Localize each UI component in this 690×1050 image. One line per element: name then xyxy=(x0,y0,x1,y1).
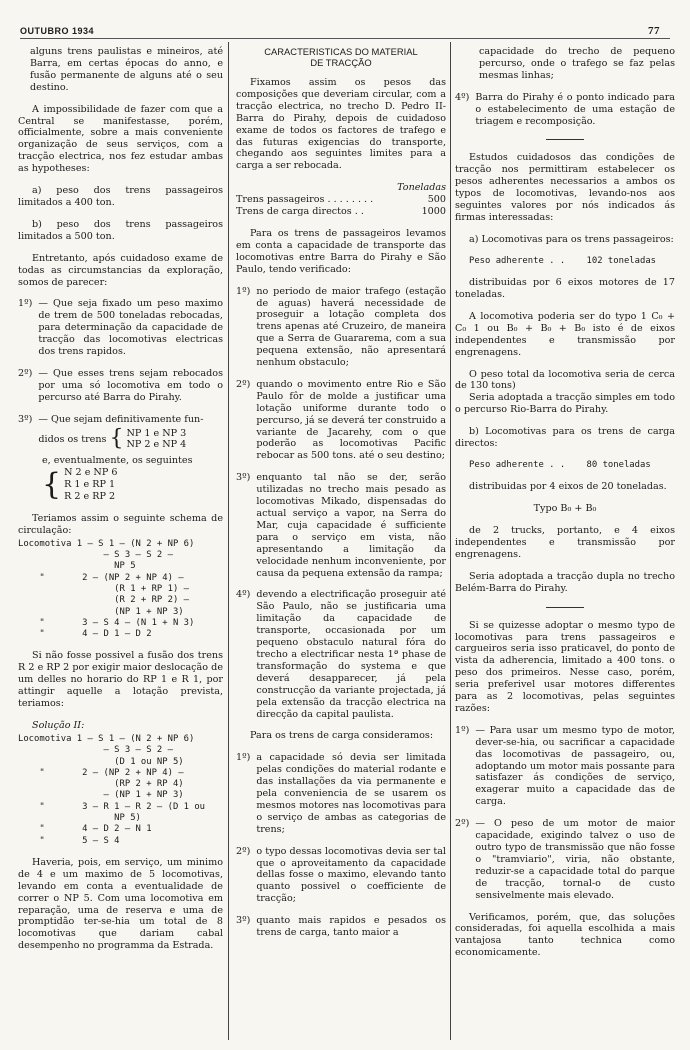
column-right xyxy=(455,46,675,1042)
item-line: — Que sejam definitivamente fun- xyxy=(38,413,204,425)
paragraph: Teriamos assim o seguinte schema de circulação: xyxy=(18,513,223,536)
section-label: Solução II: xyxy=(32,720,85,732)
list-item xyxy=(236,846,446,906)
item-number: 1º) xyxy=(455,724,470,736)
list-item xyxy=(236,472,446,579)
subheading-b: b) Locomotivas para os trens de carga directos: xyxy=(455,426,675,450)
table-value: 500 xyxy=(427,194,446,206)
paragraph: Seria adoptada a tracção dupla no trecho Belém-Barra do Pirahy. xyxy=(455,570,675,594)
item-text: quanto mais rapidos e pesados os trens de carga, tanto maior a xyxy=(256,915,446,939)
paragraph: alguns trens paulistas e mineiros, até Barra, em certas épocas do anno, e fusão permanente de alguns até o seu destino. xyxy=(30,46,223,93)
list-item xyxy=(18,368,223,404)
item-text: a capacidade só devia ser limitada pelas condições do material rodante e das installações da via permanente e pela conveniencia de se usarem os mesmos motores nas locomotivas para o serviço de ambas as categorias de trens; xyxy=(256,752,446,835)
item-number: 2º) xyxy=(18,367,33,379)
table-label: Trens de carga directos . . xyxy=(236,206,364,218)
paragraph: A impossibilidade de fazer com que a Central se manifestasse, porém, officialmente, sobre a mais conveniente organização de seus serviços, com a tracção electrica, nos fez estudar ambas as hypotheses: xyxy=(18,103,223,175)
brace-lines xyxy=(126,428,186,452)
paragraph: Verificamos, porém, que, das soluções consideradas, foi aquella escolhida a mais vantajosa tanto technica como economicamente. xyxy=(455,911,675,959)
list-item xyxy=(455,818,675,901)
brace-group xyxy=(42,467,223,503)
train-pair: R 2 e RP 2 xyxy=(64,491,116,503)
column-middle xyxy=(236,46,446,1042)
item-number: 2º) xyxy=(236,845,251,857)
separator-rule xyxy=(546,139,584,140)
item-text: — Que esses trens sejam rebocados por uma só locomotiva em todo o percurso até Barra do Pirahy. xyxy=(38,367,223,403)
item-text: — Para usar um mesmo typo de motor, dever-se-hia, ou sacrificar a capacidade das locomotivas de passageiro, ou, adoptando um motor mais possante para satisfazer ás condições de serviço, exagerar muito a capacidade das de carga. xyxy=(475,724,675,808)
item-text: — Que seja fixado um peso maximo de trem de 500 toneladas rebocadas, para determinação da capacidade de tracção das locomotivas electricas dos trens rapidos. xyxy=(38,298,223,358)
circulation-schema: Locomotiva 1 — S 1 — (N 2 + NP 6) — S 3 — S 2 — NP 5 " 2 — (NP 2 + NP 4) — (R 1 + RP 1) — (R 2 + RP 2) — (NP 1 + NP 3) " 3 — S 4 — (N 1 + N 3) " 4 — D 1 — D 2 xyxy=(18,538,195,640)
section-title xyxy=(236,46,446,68)
list-item xyxy=(18,298,223,358)
item-text: o typo dessas locomotivas devia ser tal que o aproveitamento da capacidade dellas fosse o maximo, elevando tanto quanto possivel o coefficiente de tracção; xyxy=(256,845,446,905)
paragraph: capacidade do trecho de pequeno percurso, onde o trafego se faz pelas mesmas linhas; xyxy=(479,46,675,81)
table-value: 1000 xyxy=(421,206,446,218)
paragraph: Entretanto, após cuidadoso exame de todas as circumstancias da exploração, somos de parecer: xyxy=(18,252,223,288)
title-line: CARACTERISTICAS DO MATERIAL xyxy=(264,46,418,57)
list-item xyxy=(236,752,446,835)
item-number: 4º) xyxy=(455,91,470,103)
paragraph: distribuidas por 4 eixos de 20 toneladas. xyxy=(469,481,667,493)
item-number: 1º) xyxy=(236,752,251,764)
item-text: enquanto tal não se der, serão utilizadas no trecho mais pesado as locomotivas Mikado, dispensadas do actual serviço a vapor, na Serra do Mar, cuja capacidade é sufficiente para o serviço em vista, não apresentando a limitação da velocidade nenhum inconveniente, por causa da pequena extensão da rampa; xyxy=(256,472,446,579)
list-item xyxy=(455,92,675,128)
train-pair: R 1 e RP 1 xyxy=(64,479,116,491)
table-header: Toneladas xyxy=(397,182,446,194)
item-number: 2º) xyxy=(236,378,251,390)
paragraph: Para os trens de passageiros levamos em conta a capacidade de transporte das locomotivas entre Barra do Pirahy e São Paulo, tendo verificado: xyxy=(236,227,446,275)
list-item xyxy=(236,286,446,369)
list-item xyxy=(236,589,446,720)
train-pair: NP 2 e NP 4 xyxy=(126,439,187,451)
paragraph: Haveria, pois, em serviço, um minimo de 4 e um maximo de 5 locomotivas, levando em conta a eventualidade de correr o NP 5. Com uma locomotiva em reparação, uma de reserva e uma de promptidão ter-se-hia um total de 8 locomotivas que dariam cabal desempenho no programma da Estrada. xyxy=(18,856,223,952)
separator-rule xyxy=(546,607,584,608)
item-number: 4º) xyxy=(236,589,251,601)
adherent-weight-b: Peso adherente . . 80 toneladas xyxy=(469,459,651,470)
paragraph: Fixamos assim os pesos das composições que deveriam circular, com a tracção electrica, no trecho D. Pedro II-Barra do Pirahy, depois de cuidadoso exame de todos os factores de trafego e das futuras exigencias do transporte, chegando aos seguintes limites para a carga a ser rebocada. xyxy=(236,77,446,172)
item-text xyxy=(38,414,223,452)
train-pair: NP 1 e NP 3 xyxy=(126,427,187,439)
paragraph: Para os trens de carga consideramos: xyxy=(250,730,434,742)
paragraph: e, eventualmente, os seguintes xyxy=(42,455,193,467)
paragraph: Estudos cuidadosos das condições de tracção nos permittiram estabelecer os pesos adherentes necessarios a ambos os typos de locomotivas, levando-nos aos seguintes valores por nós indicados ás firmas interessadas: xyxy=(455,152,675,223)
paragraph: Si não fosse possivel a fusão dos trens R 2 e RP 2 por exigir maior deslocação de um delles no horario do RP 1 e R 1, por attingir aquelle a lotação prevista, teriamos: xyxy=(18,650,223,710)
column-rule-right xyxy=(450,42,451,1040)
running-header-date: OUTUBRO 1934 xyxy=(20,26,95,36)
table-row xyxy=(236,206,446,218)
subheading-a: a) Locomotivas para os trens passageiros: xyxy=(469,233,674,245)
list-item xyxy=(455,725,675,808)
item-line: didos os trens xyxy=(38,433,107,445)
circulation-schema: Locomotiva 1 — S 1 — (N 2 + NP 6) — S 3 — S 2 — (D 1 ou NP 5) " 2 — (NP 2 + NP 4) — (RP 2 + RP 4) — (NP 1 + NP 3) " 3 — R 1 — R 2 — (D 1 ou NP 5) " 4 — D 2 — N 1 " 5 — S 4 xyxy=(18,733,206,846)
table-label: Trens passageiros . . . . . . . . xyxy=(236,194,374,206)
item-number: 2º) xyxy=(455,818,470,830)
item-number: 1º) xyxy=(18,298,33,310)
page-number: 77 xyxy=(648,25,660,37)
list-item xyxy=(18,414,223,452)
adherent-weight-a: Peso adherente . . 102 toneladas xyxy=(469,255,657,266)
item-number: 3º) xyxy=(236,915,251,927)
paragraph: Seria adoptada a tracção simples em todo o percurso Rio-Barra do Pirahy. xyxy=(455,392,675,416)
item-number: 3º) xyxy=(18,413,33,425)
hypothesis-b: b) peso dos trens passageiros limitados a 500 ton. xyxy=(18,218,223,242)
brace-group xyxy=(38,428,223,452)
paragraph: O peso total da locomotiva seria de cerca de 130 tons) xyxy=(455,368,675,392)
train-pair: N 2 e NP 6 xyxy=(64,467,118,479)
brace: { xyxy=(109,426,124,452)
item-text: no periodo de maior trafego (estação de aguas) haverá necessidade de proseguir a lotação completa dos trens apenas até Cruzeiro, de maneira que a Serra de Guararema, com a sua pequena extensão, não apresentará nenhum obstaculo; xyxy=(256,285,446,369)
item-text: quando o movimento entre Rio e São Paulo fôr de molde a justificar uma lotação uniforme durante todo o percurso, já se deverá ter construido a variante de Jacarehy, com o que poderão as locomotivas Pacific rebocar as 500 tons. até o seu destino; xyxy=(256,378,446,462)
column-rule-left xyxy=(228,42,229,1040)
item-number: 3º) xyxy=(236,472,251,484)
brace: { xyxy=(42,467,62,503)
hypothesis-a: a) peso dos trens passageiros limitados a 400 ton. xyxy=(18,185,223,208)
item-number: 1º) xyxy=(236,285,251,297)
title-line: DE TRACÇÃO xyxy=(310,57,372,68)
column-left xyxy=(18,46,223,1042)
item-text: — O peso de um motor de maior capacidade, exigindo talvez o uso de outro typo de transmissão que não fosse o "tramviario", viria, não obstante, reduzir-se a capacidade total do parque de tracção, tornal-o de custo sensivelmente mais elevado. xyxy=(475,818,675,901)
locomotive-type: Typo B₀ + B₀ xyxy=(533,503,597,515)
brace-lines xyxy=(64,467,117,503)
paragraph: de 2 trucks, portanto, e 4 eixos independentes e transmissão por engrenagens. xyxy=(455,525,675,560)
table-row xyxy=(236,194,446,206)
paragraph: A locomotiva poderia ser do typo 1 C₀ + C₀ 1 ou B₀ + B₀ + B₀ isto é de eixos independentes e transmissão por engrenagens. xyxy=(455,310,675,358)
paragraph: Si se quizesse adoptar o mesmo typo de locomotivas para trens passageiros e cargueiros seria isso praticavel, do ponto de vista da adherencia, limitado a 400 tons. o peso dos primeiros. Nesse caso, porém, seria preferivel usar motores differentes para as 2 locomotivas, pelas seguintes razões: xyxy=(455,619,675,714)
header-rule xyxy=(20,38,670,39)
list-item xyxy=(236,915,446,939)
list-item xyxy=(236,379,446,462)
paragraph: distribuidas por 6 eixos motores de 17 toneladas. xyxy=(455,277,675,300)
item-text: devendo a electrificação proseguir até São Paulo, não se justificaria uma limitação da capacidade de transporte, occasionada por um pequeno obstaculo natural fóra do trecho a electrificar nesta 1ª phase de transformação do systema e que deverá desapparecer, já pela construcção da variante projectada, já pela extensão da tracção electrica na direcção da capital paulista. xyxy=(256,589,446,720)
item-text: Barra do Pirahy é o ponto indicado para o estabelecimento de uma estação de triagem e recomposição. xyxy=(475,91,675,127)
